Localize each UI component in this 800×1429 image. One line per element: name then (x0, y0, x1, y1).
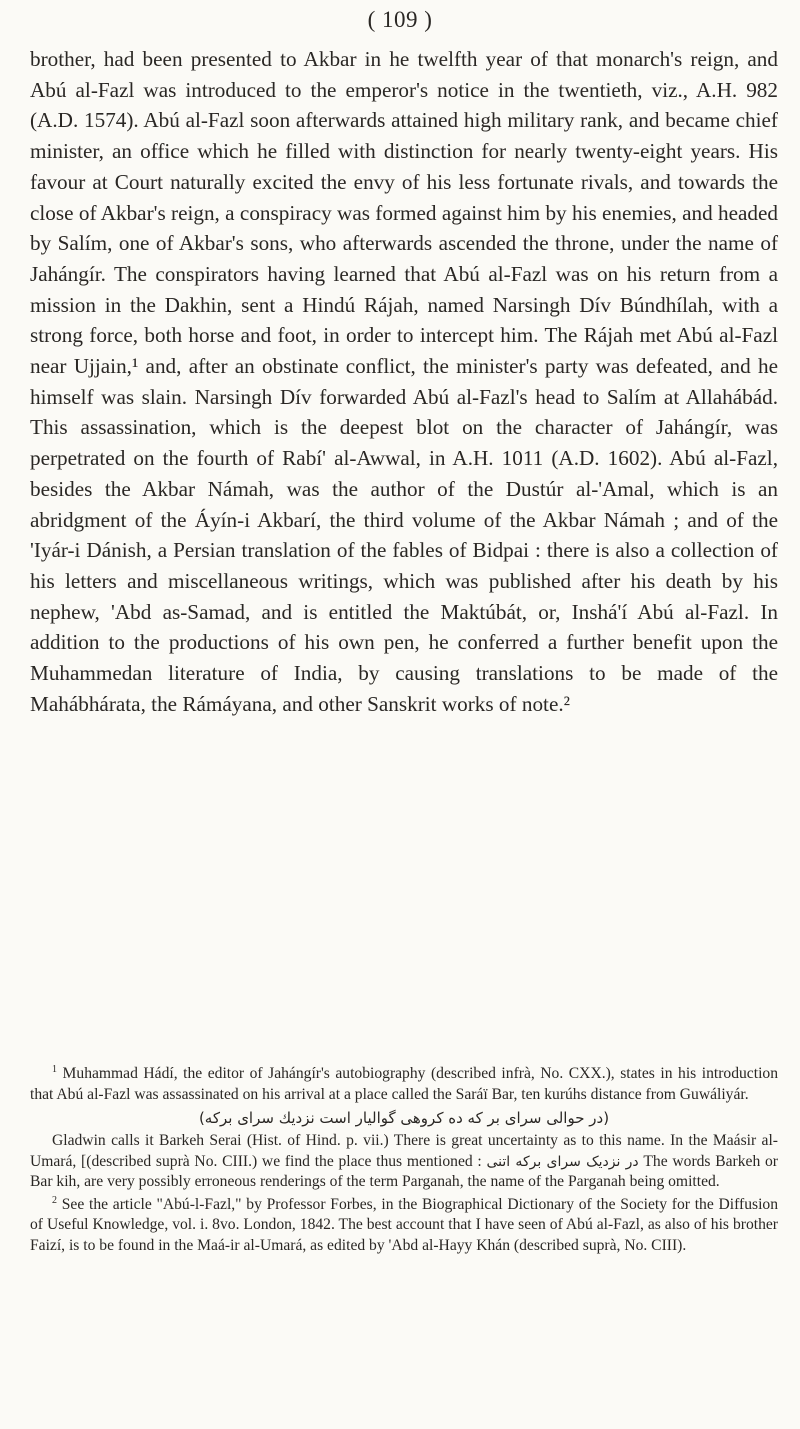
page-number: ( 109 ) (367, 7, 433, 32)
footnote-2 (30, 1195, 778, 1257)
body-paragraph: brother, had been presented to Akbar in he twelfth year of that monarch's reign, and Abú al-Fazl was introduced to the emperor's notice in the twentieth, viz., A.H. 982 (A.D. 1574). Abú al-Fazl soon afterwards attained high military rank, and became chief minister, an office which he filled with distinction for nearly twenty-eight years. His favour at Court naturally excited the envy of his less fortunate rivals, and towards the close of Akbar's reign, a conspiracy was formed against him by his enemies, and headed by Salím, one of Akbar's sons, who afterwards ascended the throne, under the name of Jahángír. The conspirators having learned that Abú al-Fazl was on his return from a mission in the Dakhin, sent a Hindú Rájah, named Narsingh Dív Búndhílah, with a strong force, both horse and foot, in order to intercept him. The Rájah met Abú al-Fazl near Ujjain,¹ and, after an obstinate conflict, the minister's party was defeated, and he himself was slain. Narsingh Dív forwarded Abú al-Fazl's head to Salím at Allahábád. This assassination, which is the deepest blot on the character of Jahángír, was perpetrated on the fourth of Rabí' al-Awwal, in A.H. 1011 (A.D. 1602). Abú al-Fazl, besides the Akbar Námah, was the author of the Dustúr al-'Amal, which is an abridgment of the Áyín-i Akbarí, the third volume of the Akbar Námah ; and of the 'Iyár-i Dánish, a Persian translation of the fables of Bidpai : there is also a collection of his letters and miscellaneous writings, which was published after his death by his nephew, 'Abd as-Samad, and is entitled the Maktúbát, or, Inshá'í Abú al-Fazl. In addition to the productions of his own pen, he conferred a further benefit upon the Muhammedan literature of India, by causing translations to be made of the Mahábhárata, the Rámáyana, and other Sanskrit works of note.² (30, 47, 778, 716)
footnote-2-text: See the article "Abú-l-Fazl," by Professor Forbes, in the Biographical Dictionary of the Society for the Diffusion of Useful Knowledge, vol. i. 8vo. London, 1842. The best account that I have seen of Abú al-Fazl, as also of his brother Faizí, is to be found in the Maá-ir al-Umará, as edited by 'Abd al-Hayy Khán (described suprà, No. CIII). (30, 1195, 778, 1254)
footnote-1-continued (30, 1131, 778, 1193)
footnote-2-mark: 2 (52, 1194, 57, 1206)
footnote-1-arabic-inline: در نزدیک سرای برکه اتنی (486, 1153, 639, 1170)
footnote-1-text-a: Muhammad Hádí, the editor of Jahángír's autobiography (described infrà, No. CXX.), states in his introduction that Abú al-Fazl was assassinated on his arrival at a place called the Saráï Bar, ten kurúhs distance from Guwáliyár. (30, 1065, 778, 1103)
footnote-1-arabic-quote: (در حوالی سراى بر كه ده كروهى گواليار است نزديك سرای برکه) (198, 1109, 610, 1127)
footnote-1-text-b: Gladwin calls it Barkeh Serai (Hist. of Hind. p. vii.) There is great uncertainty as to this name. In the Maásir al-Umará, [(described suprà No. CIII.) we find the place thus mentioned : (30, 1132, 778, 1170)
footnote-1 (30, 1064, 778, 1105)
footnote-1-text-c: The words Barkeh or Bar kih, are very possibly erroneous renderings of the term Parganah, the name of the Parganah being omitted. (30, 1152, 778, 1190)
footnotes (30, 1064, 778, 1258)
footnote-1-mark: 1 (52, 1063, 57, 1075)
